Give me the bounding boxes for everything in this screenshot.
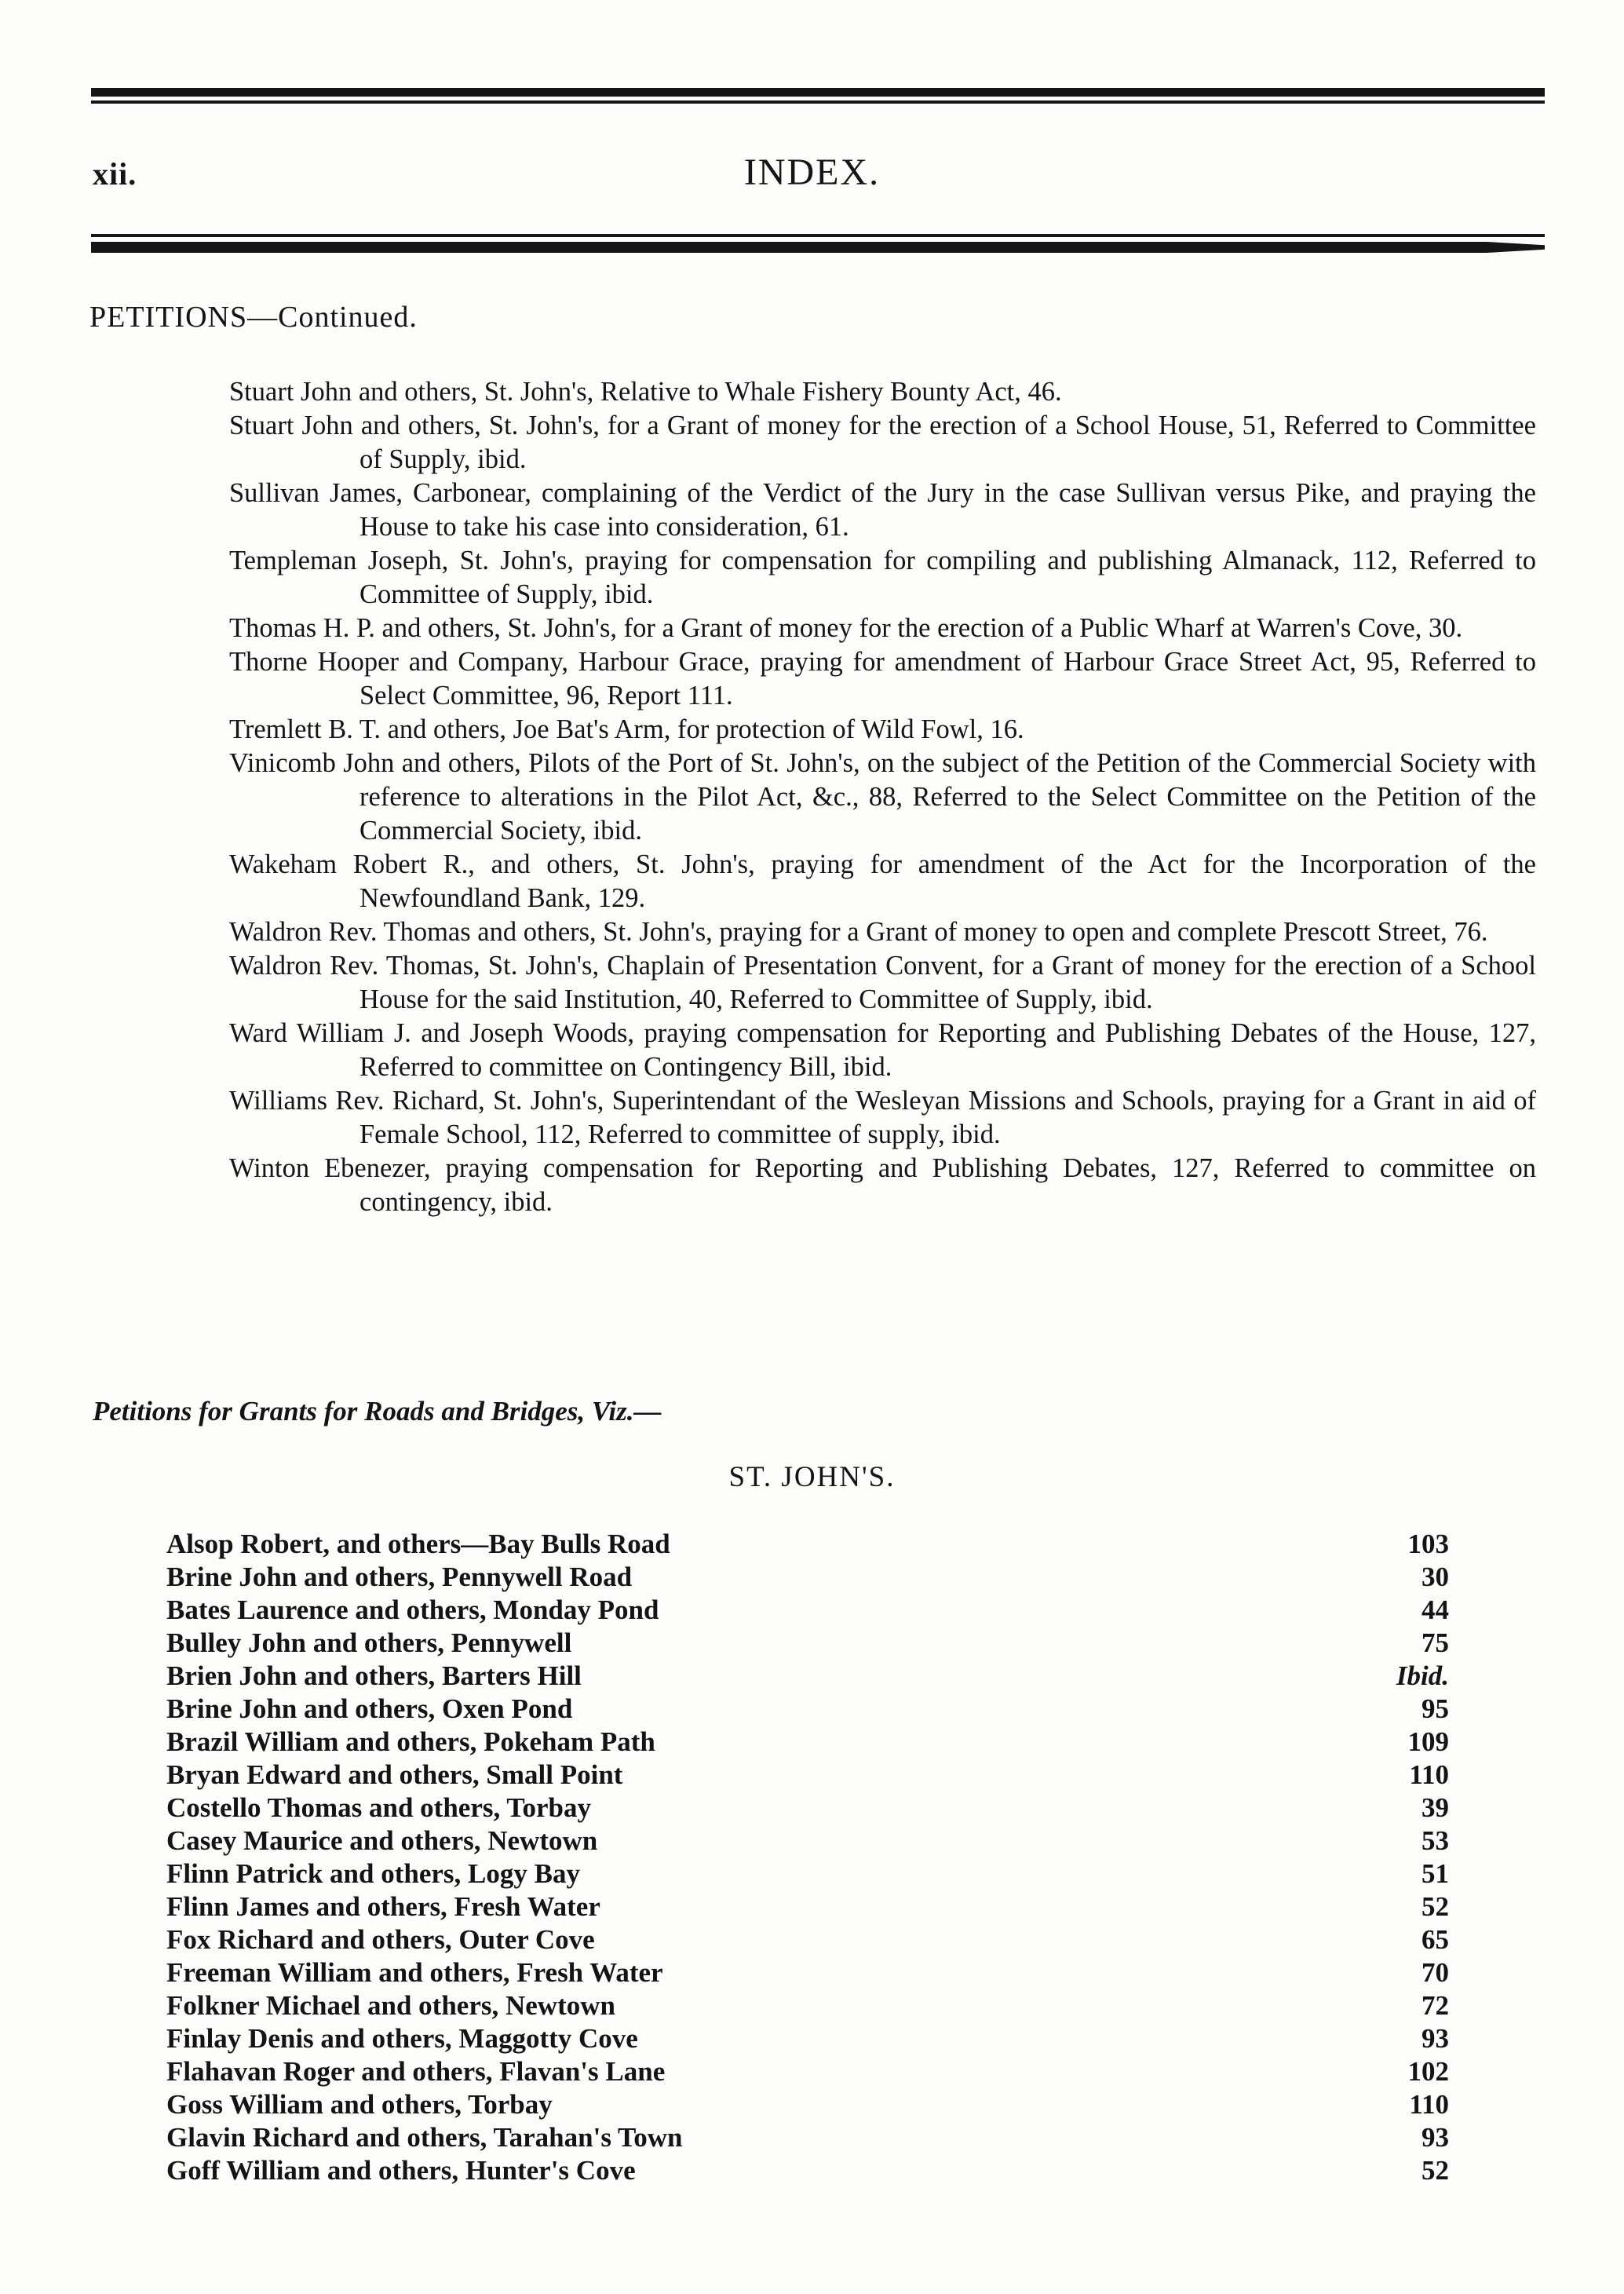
road-name: Brine John and others, Oxen Pond [166,1693,573,1724]
road-row [166,1825,1449,1858]
road-name: Goss William and others, Torbay [166,2089,553,2120]
road-page: 52 [1421,2155,1449,2186]
road-page: 109 [1407,1726,1449,1757]
road-row [166,1693,1449,1726]
road-page: 30 [1421,1562,1449,1592]
road-row [166,1562,1449,1594]
road-name: Bates Laurence and others, Monday Pond [166,1594,659,1625]
road-name: Folkner Michael and others, Newtown [166,1990,615,2021]
road-row [166,1957,1449,1990]
road-page: 52 [1421,1891,1449,1922]
petition-entry: Templeman Joseph, St. John's, praying for compensation for compiling and publishing Almanack, 112, Referred to Committee of Supply, ibid. [229,546,1536,609]
road-row [166,1660,1449,1693]
petition-entry: Winton Ebenezer, praying compensation for Reporting and Publishing Debates, 127, Referred to committee on contingency, ibid. [229,1153,1536,1217]
road-name: Freeman William and others, Fresh Water [166,1957,663,1988]
road-row [166,1529,1449,1562]
petition-entry: Stuart John and others, St. John's, for a Grant of money for the erection of a School House, 51, Referred to Committee of Supply, ibid. [229,411,1536,474]
road-page: Ibid. [1396,1660,1449,1691]
road-name: Glavin Richard and others, Tarahan's Town [166,2122,683,2153]
petition-entry: Thorne Hooper and Company, Harbour Grace, praying for amendment of Harbour Grace Street Act, 95, Referred to Select Committee, 96, Report 111. [229,647,1536,710]
petition-entry: Tremlett B. T. and others, Joe Bat's Arm, for protection of Wild Fowl, 16. [229,714,1024,744]
petition-entry: Wakeham Robert R., and others, St. John's, praying for amendment of the Act for the Incorporation of the Newfoundland Bank, 129. [229,849,1536,913]
road-name: Bryan Edward and others, Small Point [166,1759,623,1790]
section-heading: PETITIONS—Continued. [89,301,418,334]
road-row [166,1990,1449,2023]
road-row [166,1627,1449,1660]
road-row [166,1759,1449,1792]
petition-entry: Waldron Rev. Thomas and others, St. John's, praying for a Grant of money to open and complete Prescott Street, 76. [229,917,1488,947]
petition-entry: Sullivan James, Carbonear, complaining of the Verdict of the Jury in the case Sullivan versus Pike, and praying the House to take his case into consideration, 61. [229,478,1536,542]
petition-entry: Thomas H. P. and others, St. John's, for a Grant of money for the erection of a Public Wharf at Warren's Cove, 30. [229,613,1463,643]
road-row [166,1726,1449,1759]
road-row [166,2023,1449,2056]
road-page: 70 [1421,1957,1449,1988]
road-row [166,2155,1449,2188]
road-name: Brine John and others, Pennywell Road [166,1562,633,1592]
petition-entry: Ward William J. and Joseph Woods, praying compensation for Reporting and Publishing Debates of the House, 127, Referred to committee on Contingency Bill, ibid. [229,1018,1536,1082]
road-name: Fox Richard and others, Outer Cove [166,1924,595,1955]
road-row [166,1594,1449,1627]
road-page: 110 [1409,1759,1449,1790]
road-name: Brazil William and others, Pokeham Path [166,1726,655,1757]
road-page: 110 [1409,2089,1449,2120]
road-name: Bulley John and others, Pennywell [166,1627,572,1658]
place-heading: ST. JOHN'S. [728,1461,896,1493]
header-double-rule [91,232,1545,264]
road-page: 93 [1421,2122,1449,2153]
roads-list [166,1529,1449,2188]
road-row [166,2089,1449,2122]
road-page: 39 [1421,1792,1449,1823]
road-name: Casey Maurice and others, Newtown [166,1825,598,1856]
petition-entry: Stuart John and others, St. John's, Relative to Whale Fishery Bounty Act, 46. [229,377,1062,407]
road-name: Goff William and others, Hunter's Cove [166,2155,636,2186]
top-double-rule [91,85,1545,108]
road-name: Flinn Patrick and others, Logy Bay [166,1858,580,1889]
road-page: 103 [1407,1529,1449,1559]
road-row [166,2122,1449,2155]
road-name: Brien John and others, Barters Hill [166,1660,582,1691]
road-row [166,1792,1449,1825]
petition-entry: Williams Rev. Richard, St. John's, Superintendant of the Wesleyan Missions and Schools, praying for a Grant in aid of Female School, 112, Referred to committee of supply, ibid. [229,1086,1536,1149]
page-number: xii. [93,156,137,192]
petition-entry: Waldron Rev. Thomas, St. John's, Chaplain of Presentation Convent, for a Grant of money for the erection of a School House for the said Institution, 40, Referred to Committee of Supply, ibid. [229,951,1536,1014]
road-row [166,1858,1449,1891]
road-page: 95 [1421,1693,1449,1724]
road-page: 53 [1421,1825,1449,1856]
road-name: Flahavan Roger and others, Flavan's Lane [166,2056,666,2087]
page-title: INDEX. [743,152,881,193]
road-name: Alsop Robert, and others—Bay Bulls Road [166,1529,670,1559]
road-page: 93 [1421,2023,1449,2054]
petition-entries [229,375,1536,1219]
road-page: 44 [1421,1594,1449,1625]
road-row [166,1891,1449,1924]
road-name: Costello Thomas and others, Torbay [166,1792,591,1823]
road-page: 72 [1421,1990,1449,2021]
road-row [166,1924,1449,1957]
subsection-heading: Petitions for Grants for Roads and Bridges, Viz.— [93,1396,662,1426]
road-page: 51 [1421,1858,1449,1889]
road-page: 65 [1421,1924,1449,1955]
road-name: Flinn James and others, Fresh Water [166,1891,600,1922]
road-row [166,2056,1449,2089]
petition-entry: Vinicomb John and others, Pilots of the Port of St. John's, on the subject of the Petition of the Commercial Society with reference to alterations in the Pilot Act, &c., 88, Referred to the Select Committee on the Petition of the Commercial Society, ibid. [229,748,1536,846]
road-page: 102 [1407,2056,1449,2087]
road-name: Finlay Denis and others, Maggotty Cove [166,2023,638,2054]
road-page: 75 [1421,1627,1449,1658]
